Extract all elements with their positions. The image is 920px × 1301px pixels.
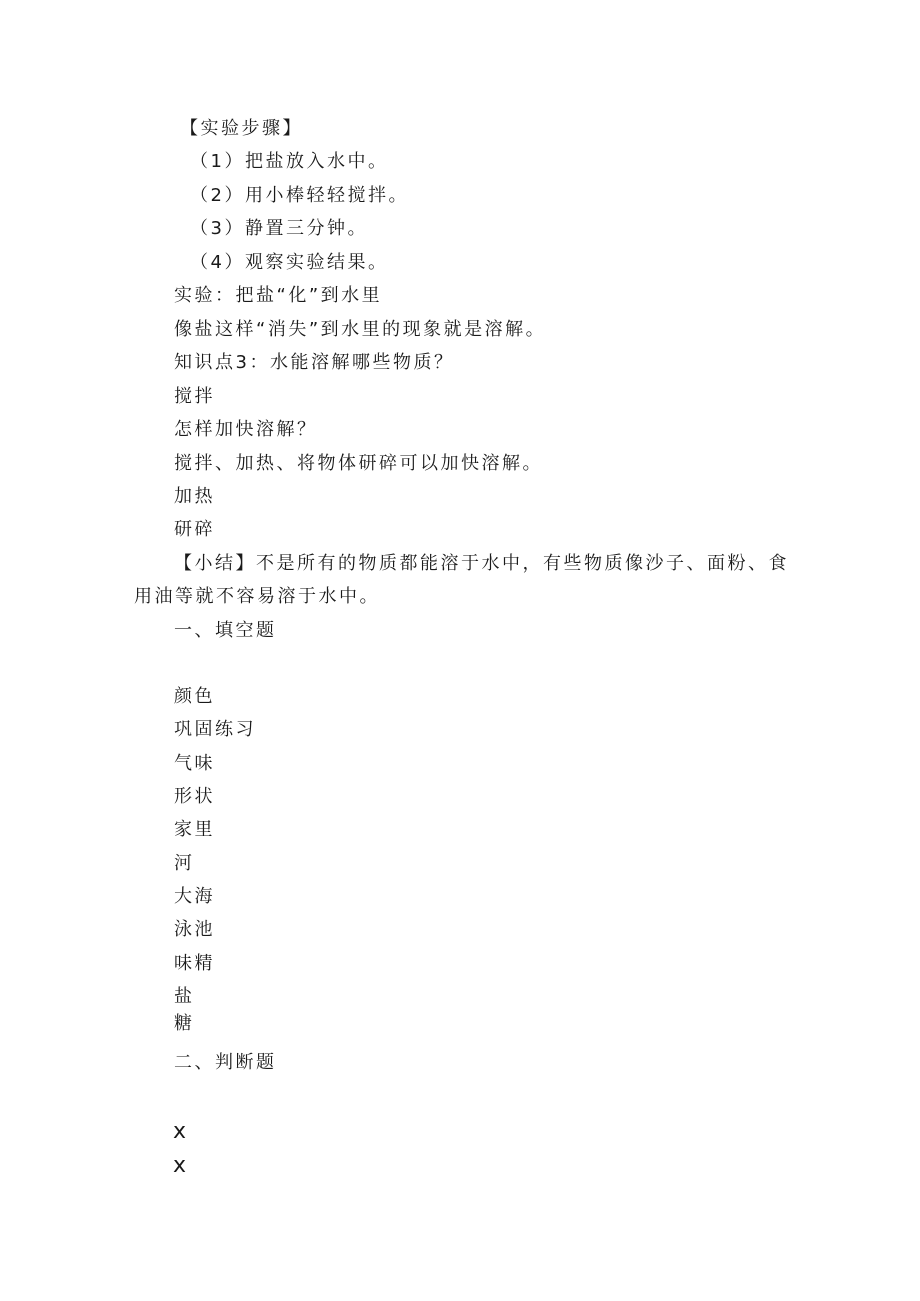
steps-heading: 【实验步骤】 xyxy=(180,118,303,139)
step-item-3: （3）静置三分钟。 xyxy=(190,218,368,239)
step-item-4: （4）观察实验结果。 xyxy=(190,252,389,273)
fill-word: 家里 xyxy=(174,819,215,840)
fill-word: 颜色 xyxy=(174,686,215,707)
section-fill-blank-title: 一、填空题 xyxy=(174,620,277,641)
knowledge-point: 知识点3：水能溶解哪些物质？ xyxy=(174,352,455,373)
stir-label: 搅拌 xyxy=(174,386,215,407)
section-judgement-title: 二、判断题 xyxy=(174,1052,277,1073)
speedup-answer: 搅拌、加热、将物体研碎可以加快溶解。 xyxy=(174,453,543,474)
dissolve-definition: 像盐这样“消失”到水里的现象就是溶解。 xyxy=(174,319,547,340)
fill-word: 巩固练习 xyxy=(174,719,256,740)
step-item-2: （2）用小棒轻轻搅拌。 xyxy=(190,185,409,206)
speedup-question: 怎样加快溶解？ xyxy=(174,419,318,440)
fill-word: 糖 xyxy=(174,1013,195,1034)
step-item-1: （1）把盐放入水中。 xyxy=(190,151,389,172)
fill-word: 河 xyxy=(174,853,195,874)
grind-label: 研碎 xyxy=(174,519,215,540)
fill-word: 大海 xyxy=(174,886,215,907)
experiment-title: 实验：把盐“化”到水里 xyxy=(174,285,383,306)
judgement-answer: x xyxy=(173,1119,187,1144)
fill-word: 气味 xyxy=(174,753,215,774)
fill-word: 形状 xyxy=(174,786,215,807)
heat-label: 加热 xyxy=(174,486,215,507)
summary-paragraph: 【小结】不是所有的物质都能溶于水中，有些物质像沙子、面粉、食用油等就不容易溶于水中。 xyxy=(134,553,789,607)
fill-word: 泳池 xyxy=(174,919,215,940)
fill-word: 盐 xyxy=(174,986,195,1007)
fill-word: 味精 xyxy=(174,953,215,974)
judgement-answer: x xyxy=(173,1153,187,1178)
